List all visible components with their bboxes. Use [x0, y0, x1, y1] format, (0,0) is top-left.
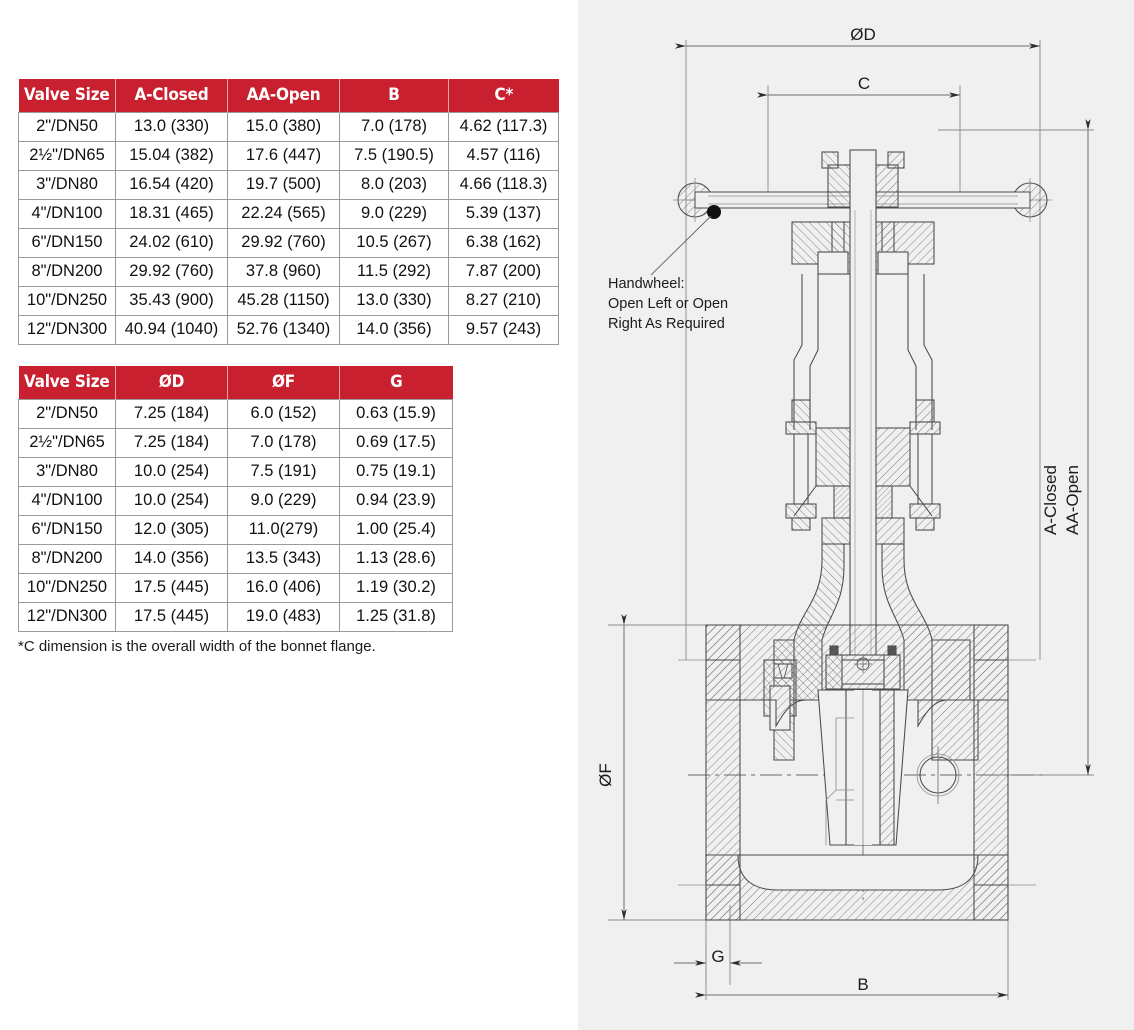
cell-aa-open: 22.24 (565)	[228, 200, 340, 229]
cell-b: 7.5 (190.5)	[340, 142, 449, 171]
cell-valve-size: 10"/DN250	[19, 287, 116, 316]
table-row	[19, 200, 559, 229]
cell-of: 7.0 (178)	[228, 429, 340, 458]
label-flange-thickness: G	[711, 947, 725, 966]
cell-od: 17.5 (445)	[116, 574, 228, 603]
cell-of: 6.0 (152)	[228, 400, 340, 429]
table-row	[19, 171, 559, 200]
cell-g: 0.94 (23.9)	[340, 487, 453, 516]
cell-g: 0.63 (15.9)	[340, 400, 453, 429]
cell-aa-open: 15.0 (380)	[228, 113, 340, 142]
column-header-g: G	[340, 366, 453, 400]
cell-c: 6.38 (162)	[449, 229, 559, 258]
cell-od: 12.0 (305)	[116, 516, 228, 545]
footnote-text: *C dimension is the overall width of the bonnet flange.	[18, 638, 376, 655]
cell-c: 8.27 (210)	[449, 287, 559, 316]
cell-a-closed: 18.31 (465)	[116, 200, 228, 229]
cell-valve-size: 6"/DN150	[19, 229, 116, 258]
column-header-face-diameter: ØF	[228, 366, 340, 400]
cell-g: 1.00 (25.4)	[340, 516, 453, 545]
cell-od: 17.5 (445)	[116, 603, 228, 632]
table-row	[19, 458, 453, 487]
cell-b: 8.0 (203)	[340, 171, 449, 200]
column-header-b: B	[340, 79, 449, 113]
cell-c: 7.87 (200)	[449, 258, 559, 287]
cell-g: 0.75 (19.1)	[340, 458, 453, 487]
cell-a-closed: 29.92 (760)	[116, 258, 228, 287]
cell-b: 10.5 (267)	[340, 229, 449, 258]
cell-aa-open: 17.6 (447)	[228, 142, 340, 171]
cell-aa-open: 52.76 (1340)	[228, 316, 340, 345]
label-face-to-face: B	[857, 975, 869, 994]
table-row	[19, 400, 453, 429]
table-header-row	[19, 79, 559, 113]
cell-b: 14.0 (356)	[340, 316, 449, 345]
table-row	[19, 258, 559, 287]
cell-od: 7.25 (184)	[116, 429, 228, 458]
cell-aa-open: 45.28 (1150)	[228, 287, 340, 316]
cell-od: 10.0 (254)	[116, 458, 228, 487]
cell-g: 1.19 (30.2)	[340, 574, 453, 603]
cell-of: 7.5 (191)	[228, 458, 340, 487]
cell-b: 11.5 (292)	[340, 258, 449, 287]
cell-aa-open: 29.92 (760)	[228, 229, 340, 258]
cell-c: 4.62 (117.3)	[449, 113, 559, 142]
cell-od: 14.0 (356)	[116, 545, 228, 574]
table-row	[19, 229, 559, 258]
handwheel-callout-line1: Handwheel:	[608, 276, 685, 292]
cell-of: 11.0(279)	[228, 516, 340, 545]
cell-b: 9.0 (229)	[340, 200, 449, 229]
cell-of: 16.0 (406)	[228, 574, 340, 603]
cell-valve-size: 10"/DN250	[19, 574, 116, 603]
handwheel-callout-line3: Right As Required	[608, 316, 725, 332]
table-row	[19, 429, 453, 458]
cell-a-closed: 24.02 (610)	[116, 229, 228, 258]
gate-valve-drawing	[578, 0, 1134, 1030]
dimension-table-a	[18, 79, 559, 345]
cell-valve-size: 12"/DN300	[19, 603, 116, 632]
cell-valve-size: 2"/DN50	[19, 400, 116, 429]
cell-c: 4.66 (118.3)	[449, 171, 559, 200]
cell-b: 7.0 (178)	[340, 113, 449, 142]
label-height-open: AA-Open	[1063, 465, 1082, 535]
cell-valve-size: 12"/DN300	[19, 316, 116, 345]
drawing-panel	[578, 0, 1134, 1030]
cell-a-closed: 35.43 (900)	[116, 287, 228, 316]
cell-a-closed: 15.04 (382)	[116, 142, 228, 171]
dimension-table-b	[18, 366, 453, 632]
cell-valve-size: 2½"/DN65	[19, 142, 116, 171]
column-header-a-closed: A-Closed	[116, 79, 228, 113]
cell-valve-size: 3"/DN80	[19, 458, 116, 487]
cell-of: 13.5 (343)	[228, 545, 340, 574]
column-header-valve-size: Valve Size	[19, 366, 116, 400]
cell-valve-size: 8"/DN200	[19, 545, 116, 574]
cell-valve-size: 3"/DN80	[19, 171, 116, 200]
table-row	[19, 516, 453, 545]
cell-valve-size: 4"/DN100	[19, 200, 116, 229]
cell-c: 4.57 (116)	[449, 142, 559, 171]
table-row	[19, 316, 559, 345]
cell-of: 19.0 (483)	[228, 603, 340, 632]
cell-g: 1.13 (28.6)	[340, 545, 453, 574]
label-bonnet-width: C	[857, 74, 871, 93]
cell-of: 9.0 (229)	[228, 487, 340, 516]
cell-od: 10.0 (254)	[116, 487, 228, 516]
cell-c: 5.39 (137)	[449, 200, 559, 229]
cell-aa-open: 19.7 (500)	[228, 171, 340, 200]
table-header-row	[19, 366, 453, 400]
column-header-aa-open: AA-Open	[228, 79, 340, 113]
table-row	[19, 574, 453, 603]
column-header-c: C*	[449, 79, 559, 113]
column-header-outer-diameter: ØD	[116, 366, 228, 400]
table-row	[19, 487, 453, 516]
cell-valve-size: 2½"/DN65	[19, 429, 116, 458]
table-row	[19, 142, 559, 171]
cell-aa-open: 37.8 (960)	[228, 258, 340, 287]
cell-valve-size: 6"/DN150	[19, 516, 116, 545]
table-row	[19, 287, 559, 316]
cell-valve-size: 2"/DN50	[19, 113, 116, 142]
handwheel-callout-line2: Open Left or Open	[608, 296, 729, 312]
cell-g: 1.25 (31.8)	[340, 603, 453, 632]
cell-od: 7.25 (184)	[116, 400, 228, 429]
table-row	[19, 113, 559, 142]
cell-a-closed: 13.0 (330)	[116, 113, 228, 142]
column-header-valve-size: Valve Size	[19, 79, 116, 113]
label-face-diameter: ØF	[596, 763, 615, 787]
cell-g: 0.69 (17.5)	[340, 429, 453, 458]
cell-c: 9.57 (243)	[449, 316, 559, 345]
cell-valve-size: 8"/DN200	[19, 258, 116, 287]
label-height-closed: A-Closed	[1041, 465, 1060, 535]
cell-b: 13.0 (330)	[340, 287, 449, 316]
table-row	[19, 545, 453, 574]
cell-valve-size: 4"/DN100	[19, 487, 116, 516]
table-row	[19, 603, 453, 632]
cell-a-closed: 16.54 (420)	[116, 171, 228, 200]
valve-stem	[850, 150, 876, 670]
label-outer-diameter: ØD	[850, 25, 876, 44]
cell-a-closed: 40.94 (1040)	[116, 316, 228, 345]
